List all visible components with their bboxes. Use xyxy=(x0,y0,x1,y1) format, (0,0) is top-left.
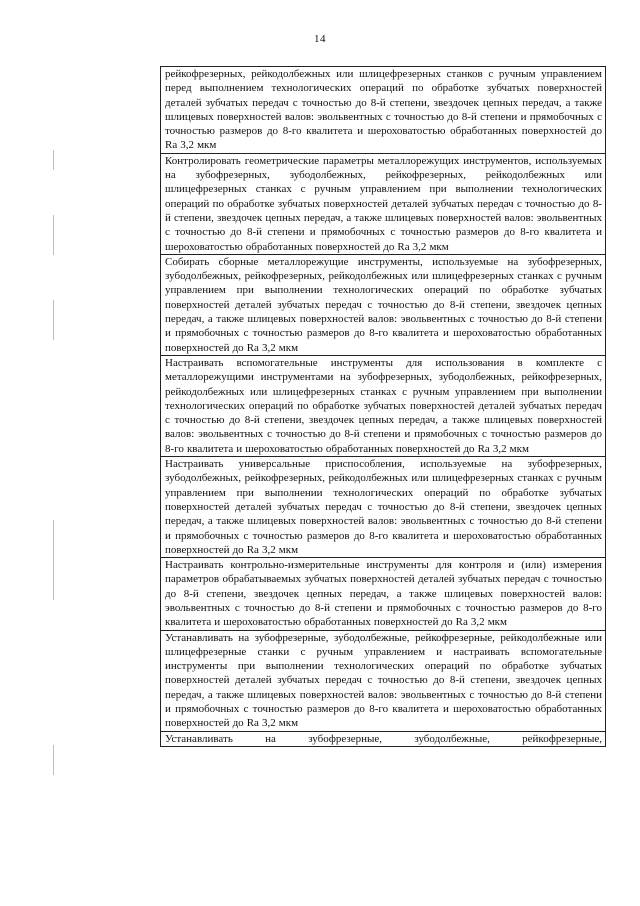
scan-margin-mark xyxy=(53,520,54,600)
table-cell-text: Настраивать универсальные приспособления, используемые на зубофрезерных, зубодолбежных, рейкофрезерных, рейкодолбежных или шлицефрезерных станках с ручным управлением при выполнении технологических операций по обработке зубчатых поверхностей деталей зубчатых передач с точностью до 8-й степени, звездочек цепных передач, а также шлицевых поверхностей валов: эвольвентных с точностью до 8-й степени и прямобочных с точностью размеров до 8-го квалитета и шероховатостью обработанных поверхностей до Ra 3,2 мкм xyxy=(165,458,602,556)
scan-margin-mark xyxy=(53,215,54,255)
scan-margin-mark xyxy=(53,150,54,170)
table-cell-text: Устанавливать на зубофрезерные, зубодолбежные, рейкофрезерные, рейкодолбежные или шлицефрезерные станки с ручным управлением и настраивать вспомогательные инструменты при выполнении технологических операций по обработке зубчатых поверхностей деталей зубчатых передач с точностью до 8-й степени, звездочек цепных передач, а также шлицевых поверхностей валов: эвольвентных с точностью до 8-й степени и прямобочных с точностью размеров до 8-го квалитета и шероховатостью обработанных поверхностей до Ra 3,2 мкм xyxy=(165,631,602,730)
table-cell-text: Контролировать геометрические параметры металлорежущих инструментов, используемых на зубофрезерных, зубодолбежных, рейкофрезерных, рейкодолбежных или шлицефрезерных станках с ручным управлением при выполнении технологических операций по обработке зубчатых поверхностей деталей зубчатых передач с точностью до 8-й степени, звездочек цепных передач, а также шлицевых поверхностей валов: эвольвентных с точностью до 8-й степени и прямобочных с точностью размеров до 8-го квалитета и шероховатостью обработанных поверхностей до Ra 3,2 мкм xyxy=(165,154,602,253)
page-number: 14 xyxy=(314,33,326,45)
table-row xyxy=(161,67,605,154)
table-row xyxy=(161,457,605,558)
table-row xyxy=(161,154,605,255)
table-row xyxy=(161,558,605,630)
table-cell-text: Настраивать вспомогательные инструменты для использования в комплекте с металлорежущими инструментами на зубофрезерных, зубодолбежных, рейкофрезерных, рейкодолбежных или шлицефрезерных станках с ручным управлением при выполнении технологических операций по обработке зубчатых поверхностей деталей зубчатых передач с точностью до 8-й степени, звездочек цепных передач, а также шлицевых поверхностей валов: эвольвентных с точностью до 8-й степени и прямобочных с точностью размеров до 8-го квалитета и шероховатостью обработанных поверхностей до Ra 3,2 мкм xyxy=(165,356,602,455)
table-cell-text: рейкофрезерных, рейкодолбежных или шлицефрезерных станков с ручным управлением перед выполнением технологических операций по обработке зубчатых поверхностей деталей зубчатых передач с точностью до 8-й степени, звездочек цепных передач, а также шлицевых поверхностей валов: эвольвентных с точностью до 8-й степени и прямобочных с точностью размеров до 8-го квалитета и шероховатостью обработанных поверхностей до Ra 3,2 мкм xyxy=(165,68,602,152)
table-row xyxy=(161,255,605,356)
scan-margin-mark xyxy=(53,745,54,775)
table-row xyxy=(161,356,605,457)
table-row xyxy=(161,732,605,746)
scan-margin-mark xyxy=(53,300,54,340)
table-cell-text: Настраивать контрольно-измерительные инструменты для контроля и (или) измерения параметров обрабатываемых зубчатых поверхностей деталей зубчатых передач с точностью до 8-й степени, звездочек цепных передач, а также шлицевых поверхностей валов: эвольвентных с точностью до 8-й степени и прямобочных с точностью размеров до 8-го квалитета и шероховатостью обработанных поверхностей до Ra 3,2 мкм xyxy=(165,559,602,629)
table-cell-text: Устанавливать на зубофрезерные, зубодолбежные, рейкофрезерные, xyxy=(165,732,602,745)
requirements-table xyxy=(160,66,606,747)
table-cell-text: Собирать сборные металлорежущие инструменты, используемые на зубофрезерных, зубодолбежных, рейкофрезерных, рейкодолбежных или шлицефрезерных станках с ручным управлением при выполнении технологических операций по обработке зубчатых поверхностей деталей зубчатых передач с точностью до 8-й степени, звездочек цепных передач, а также шлицевых поверхностей валов: эвольвентных с точностью до 8-й степени и прямобочных с точностью размеров до 8-го квалитета и шероховатостью обработанных поверхностей до Ra 3,2 мкм xyxy=(165,255,602,354)
table-row xyxy=(161,631,605,732)
